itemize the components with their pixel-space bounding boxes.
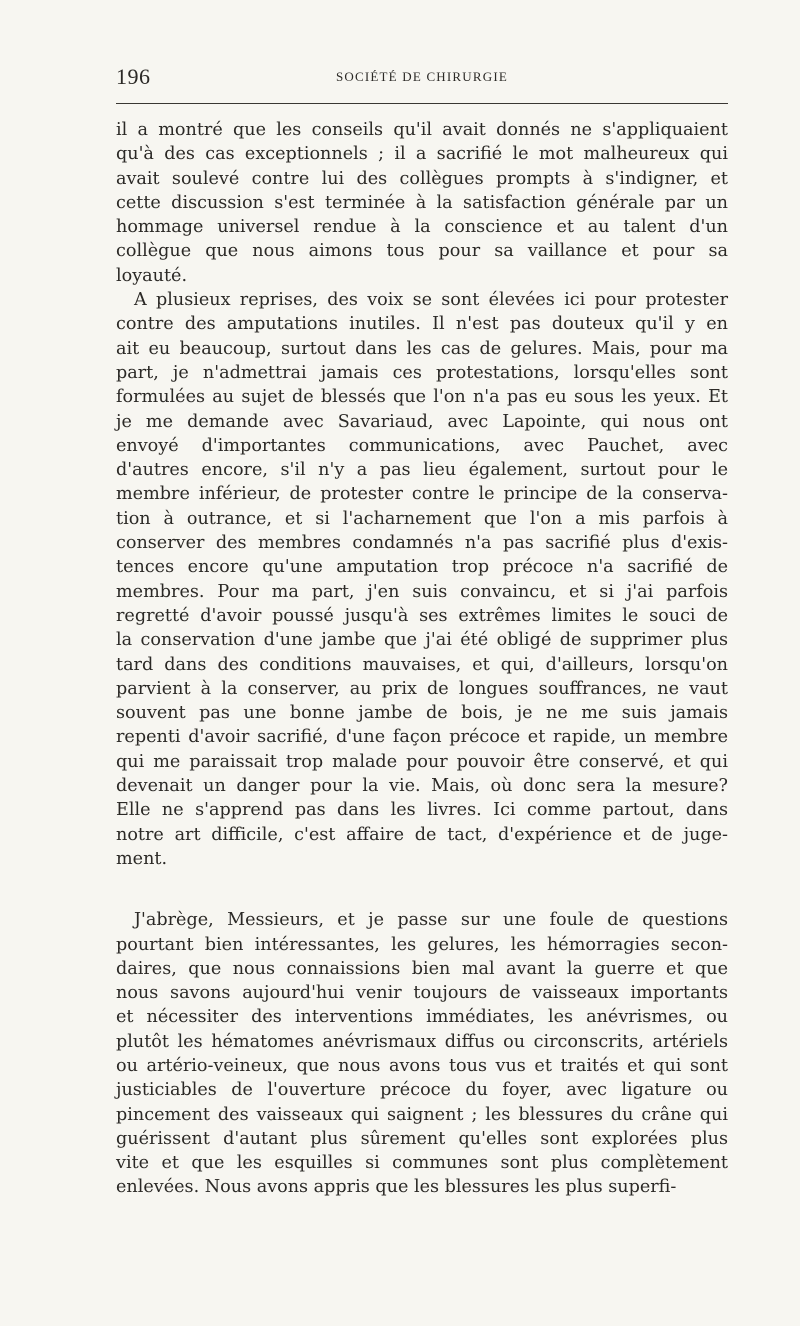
paragraph-gap <box>116 871 728 908</box>
text-line: parvient à la conserver, au prix de longues souffrances, ne vaut <box>116 678 728 699</box>
body-text <box>116 118 728 1200</box>
header-rule <box>116 103 728 104</box>
paragraph <box>116 288 728 871</box>
text-line: nous savons aujourd'hui venir toujours de vaisseaux importants <box>116 983 728 1004</box>
text-line: membres. Pour ma part, j'en suis convaincu, et si j'ai parfois <box>116 581 728 602</box>
text-line: collègue que nous aimons tous pour sa vaillance et pour sa <box>116 241 728 262</box>
page-number: 196 <box>116 64 151 89</box>
text-line: je me demande avec Savariaud, avec Lapointe, qui nous ont <box>116 411 728 432</box>
text-line: justiciables de l'ouverture précoce du foyer, avec ligature ou <box>116 1080 728 1101</box>
page-header <box>116 64 728 92</box>
text-line: notre art difficile, c'est affaire de tact, d'expérience et de juge- <box>116 824 728 845</box>
text-line: pincement des vaisseaux qui saignent ; les blessures du crâne qui <box>116 1104 728 1125</box>
text-line: contre des amputations inutiles. Il n'est pas douteux qu'il y en <box>116 314 728 335</box>
text-line: regretté d'avoir poussé jusqu'à ses extrêmes limites le souci de <box>116 605 728 626</box>
text-line: daires, que nous connaissions bien mal avant la guerre et que <box>116 958 728 979</box>
text-line: tences encore qu'une amputation trop précoce n'a sacrifié de <box>116 557 728 578</box>
text-line: formulées au sujet de blessés que l'on n'a pas eu sous les yeux. Et <box>116 387 728 408</box>
text-line: cette discussion s'est terminée à la satisfaction générale par un <box>116 192 728 213</box>
text-line: loyauté. <box>116 265 188 286</box>
text-line: d'autres encore, s'il n'y a pas lieu également, surtout pour le <box>116 460 728 481</box>
text-line: il a montré que les conseils qu'il avait donnés ne s'appliquaient <box>116 120 728 140</box>
text-line: J'abrège, Messieurs, et je passe sur une foule de questions <box>134 910 728 931</box>
text-line: tion à outrance, et si l'acharnement que l'on a mis parfois à <box>116 508 728 529</box>
running-head: SOCIÉTÉ DE CHIRURGIE <box>335 69 509 84</box>
text-line: qu'à des cas exceptionnels ; il a sacrifié le mot malheureux qui <box>116 144 728 165</box>
text-line: part, je n'admettrai jamais ces protestations, lorsqu'elles sont <box>116 362 728 383</box>
text-line: devenait un danger pour la vie. Mais, où donc sera la mesure? <box>116 776 728 797</box>
text-line: souvent pas une bonne jambe de bois, je ne me suis jamais <box>116 703 728 724</box>
text-line: A plusieux reprises, des voix se sont élevées ici pour protester <box>134 290 728 311</box>
text-line: plutôt les hématomes anévrismaux diffus ou circonscrits, artériels <box>116 1031 728 1052</box>
text-line: guérissent d'autant plus sûrement qu'elles sont explorées plus <box>116 1128 728 1149</box>
text-line: pourtant bien intéressantes, les gelures, les hémorragies secon- <box>116 934 728 955</box>
text-line: tard dans des conditions mauvaises, et qui, d'ailleurs, lorsqu'on <box>116 654 728 675</box>
text-line: ment. <box>116 848 168 869</box>
text-line: vite et que les esquilles si communes sont plus complètement <box>116 1153 728 1174</box>
text-line: conserver des membres condamnés n'a pas sacrifié plus d'exis- <box>116 533 728 554</box>
text-line: membre inférieur, de protester contre le principe de la conserva- <box>116 484 728 505</box>
paragraph <box>116 908 728 1200</box>
text-line: la conservation d'une jambe que j'ai été obligé de supprimer plus <box>116 630 728 651</box>
text-line: hommage universel rendue à la conscience et au talent d'un <box>116 217 728 238</box>
text-line: qui me paraissait trop malade pour pouvoir être conservé, et qui <box>116 751 728 772</box>
text-line: ou artério-veineux, que nous avons tous vus et traités et qui sont <box>116 1055 728 1076</box>
text-line: envoyé d'importantes communications, avec Pauchet, avec <box>116 435 728 456</box>
paragraph <box>116 118 728 288</box>
text-line: avait soulevé contre lui des collègues prompts à s'indigner, et <box>116 168 728 189</box>
text-line: repenti d'avoir sacrifié, d'une façon précoce et rapide, un membre <box>116 727 728 748</box>
text-line: Elle ne s'apprend pas dans les livres. Ici comme partout, dans <box>116 800 728 821</box>
text-line: ait eu beaucoup, surtout dans les cas de gelures. Mais, pour ma <box>116 338 728 359</box>
text-line: et nécessiter des interventions immédiates, les anévrismes, ou <box>116 1007 728 1028</box>
text-line: enlevées. Nous avons appris que les blessures les plus superfi- <box>116 1177 677 1198</box>
